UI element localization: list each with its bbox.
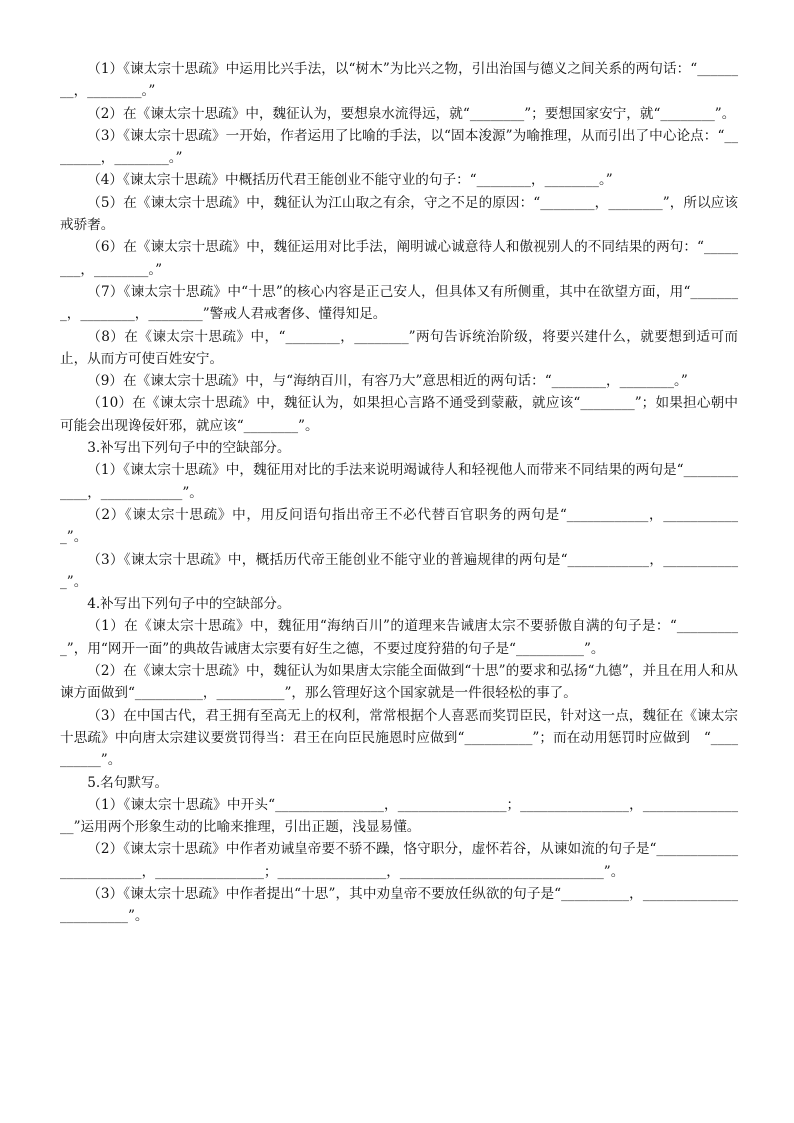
question-2: （2）在《谏太宗十思疏》中，魏征认为，要想泉水流得远，就“________”；要想国家安宁，就“________”。 xyxy=(87,105,736,122)
question-5: （5）在《谏太宗十思疏》中，魏征认为江山取之有余，守之不足的原因：“________，________”，所以应该戒骄奢。 xyxy=(60,194,738,234)
section-3-question-3: （3）《谏太宗十思疏》中，概括历代帝王能创业不能守业的普遍规律的两句是“____________，____________”。 xyxy=(60,551,738,590)
section-4-question-2: （2）在《谏太宗十思疏》中，魏征认为如果唐太宗能全面做到“十思”的要求和弘扬“九德”，并且在用人和从谏方面做到“__________，__________”，那么管理好这个国家就是一件很轻松的事了。 xyxy=(60,663,738,702)
question-9: （9）在《谏太宗十思疏》中，与“海纳百川，有容乃大”意思相近的两句话：“________，________。” xyxy=(87,373,688,390)
question-1: （1）《谏太宗十思疏》中运用比兴手法，以“树木”为比兴之物，引出治国与德义之间关系的两句话：“________，________。” xyxy=(60,61,738,100)
section-5-question-1: （1）《谏太宗十思疏》中开头“________________，________________；________________，________________”运用两个形象生动的比喻来推理，引出正题，浅显易懂。 xyxy=(60,796,738,836)
section-3-question-2: （2）《谏太宗十思疏》中，用反问语句指出帝王不必代替百官职务的两句是“____________，____________”。 xyxy=(60,506,738,546)
section-5-question-2: （2）《谏太宗十思疏》中作者劝诫皇帝要不骄不躁，恪守职分，虚怀若谷，从谏如流的句子是“________________________，________________；________________，______________________________”。 xyxy=(60,841,738,880)
section-5-question-3: （3）《谏太宗十思疏》中作者提出“十思”，其中劝皇帝不要放任纵欲的句子是“__________，________________________”。 xyxy=(60,885,738,925)
section-4-question-3: （3）在中国古代，君王拥有至高无上的权利，常常根据个人喜恶而奖罚臣民，针对这一点，魏征在《谏太宗十思疏》中向唐太宗建议要赏罚得当：君王在向臣民施恩时应做到“__________”；而在动用惩罚时应做到 “__________”。 xyxy=(60,707,738,769)
section-3-heading: 3.补写出下列句子中的空缺部分。 xyxy=(87,440,291,457)
question-6: （6）在《谏太宗十思疏》中，魏征运用对比手法，阐明诚心诚意待人和傲视别人的不同结果的两句：“________，________。” xyxy=(60,239,738,278)
section-3-question-1: （1）《谏太宗十思疏》中，魏征用对比的手法来说明竭诚待人和轻视他人而带来不同结果的两句是“____________，____________”。 xyxy=(60,462,738,501)
question-10: （10）在《谏太宗十思疏》中，魏征认为，如果担心言路不通受到蒙蔽，就应该“________”；如果担心朝中可能会出现谗佞奸邪，就应该“________”。 xyxy=(60,395,738,434)
section-4-heading: 4.补写出下列句子中的空缺部分。 xyxy=(87,596,291,613)
section-4-question-1: （1）在《谏太宗十思疏》中，魏征用“海纳百川”的道理来告诫唐太宗不要骄傲自满的句子是：“__________”，用“网开一面”的典故告诫唐太宗要有好生之德，不要过度狩猎的句子是“__________”。 xyxy=(60,618,738,657)
question-8: （8）在《谏太宗十思疏》中，“________，________”两句告诉统治阶级，将要兴建什么，就要想到适可而止，从而方可使百姓安宁。 xyxy=(60,328,738,367)
document-page xyxy=(60,58,738,928)
question-7: （7）《谏太宗十思疏》中“十思”的核心内容是正己安人，但具体又有所侧重，其中在欲望方面，用“________，________，________”警戒人君戒奢侈、懂得知足。 xyxy=(60,283,738,323)
question-4: （4）《谏太宗十思疏》中概括历代君王能创业不能守业的句子：“________，________。” xyxy=(87,172,613,189)
question-3: （3）《谏太宗十思疏》一开始，作者运用了比喻的手法，以“固本浚源”为喻推理，从而引出了中心论点：“________，________。” xyxy=(60,127,738,167)
section-5-heading: 5.名句默写。 xyxy=(87,774,169,791)
